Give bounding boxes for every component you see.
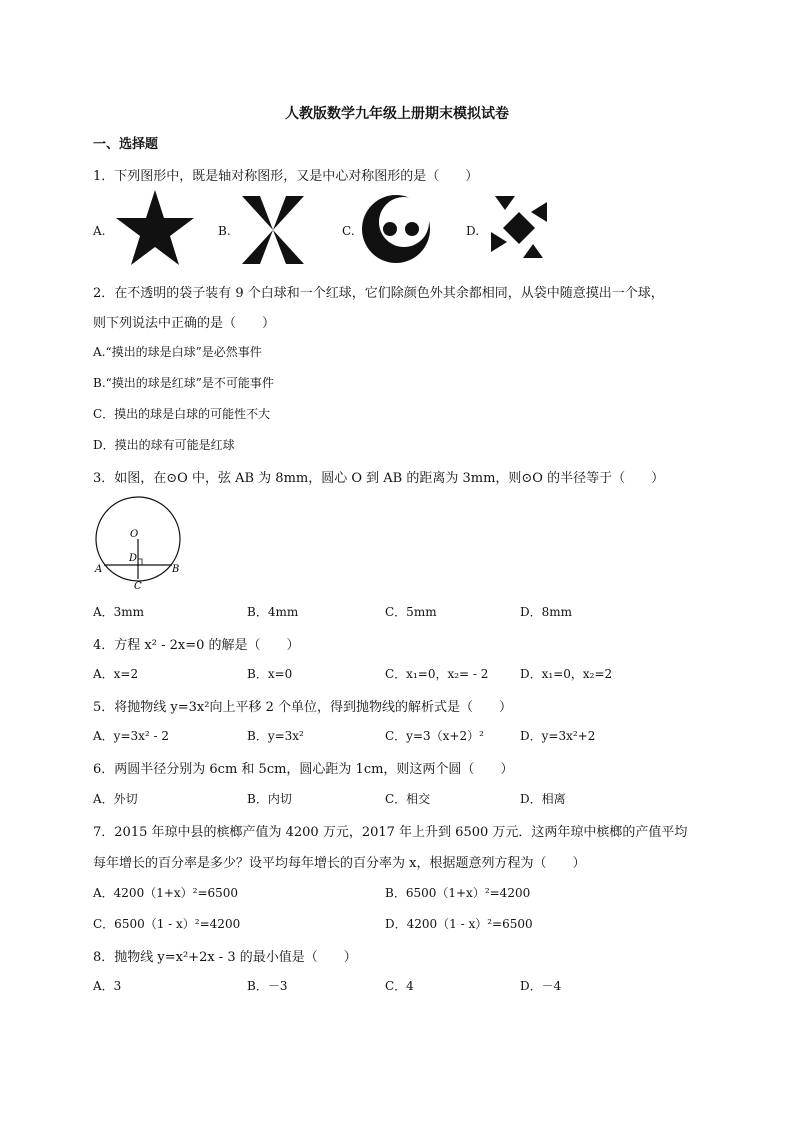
question-1-stem: 1．下列图形中，既是轴对称图形，又是中心对称图形的是（ ） <box>93 169 479 184</box>
question-7-stem-line2: 每年增长的百分率是多少？设平均每年增长的百分率为 x，根据题意列方程为（ ） <box>93 856 586 871</box>
q8-option-b: B．－3 <box>247 979 288 993</box>
q7-option-c: C．6500（1 - x）²=4200 <box>93 917 241 931</box>
question-2-stem-line1: 2．在不透明的袋子装有 9 个白球和一个红球，它们除颜色外其余都相同，从袋中随意摸出一个球， <box>93 286 664 301</box>
question-6-stem: 6．两圆半径分别为 6cm 和 5cm，圆心距为 1cm，则这两个圆（ ） <box>93 762 514 777</box>
q3-option-b: B．4mm <box>247 605 299 619</box>
question-5-stem: 5．将抛物线 y=3x²向上平移 2 个单位，得到抛物线的解析式是（ ） <box>93 700 512 715</box>
q6-option-d: D．相离 <box>520 792 566 806</box>
q8-option-d: D．－4 <box>520 979 562 993</box>
point-b-label: B <box>172 564 180 575</box>
point-c-label: C <box>134 581 142 592</box>
star-figure <box>112 188 198 272</box>
q6-option-b: B．内切 <box>247 792 292 806</box>
q4-option-b: B．x=0 <box>247 667 293 681</box>
circle-chord-figure <box>92 495 186 597</box>
q7-option-d: D．4200（1 - x）²=6500 <box>385 917 533 931</box>
q4-option-c: C．x₁=0，x₂= - 2 <box>385 667 489 681</box>
q5-option-b: B．y=3x² <box>247 729 304 743</box>
q8-option-a: A．3 <box>93 979 122 993</box>
point-o-label: O <box>130 529 139 540</box>
question-2-stem-line2: 则下列说法中正确的是（ ） <box>93 316 276 331</box>
q3-option-c: C．5mm <box>385 605 437 619</box>
q6-option-a: A．外切 <box>93 792 138 806</box>
section-heading-choice: 一、选择题 <box>93 137 159 152</box>
q7-option-b: B．6500（1+x）²=4200 <box>385 886 531 900</box>
q2-option-a: A.“摸出的球是白球”是必然事件 <box>93 345 262 359</box>
q1-option-c-label: C. <box>342 224 355 238</box>
page-title: 人教版数学九年级上册期末模拟试卷 <box>285 106 509 122</box>
q5-option-d: D．y=3x²+2 <box>520 729 596 743</box>
question-7-stem-line1: 7．2015 年琼中县的槟榔产值为 4200 万元，2017 年上升到 6500 万元．这两年琼中槟榔的产值平均 <box>93 825 688 840</box>
q2-option-c: C．摸出的球是白球的可能性不大 <box>93 407 271 421</box>
question-3-stem: 3．如图，在⊙O 中，弦 AB 为 8mm，圆心 O 到 AB 的距离为 3mm，则⊙O 的半径等于（ ） <box>93 471 665 486</box>
point-d-label: D <box>129 553 138 564</box>
q4-option-a: A．x=2 <box>93 667 139 681</box>
q1-option-a-label: A. <box>93 224 106 238</box>
q1-option-d-label: D. <box>466 224 480 238</box>
q5-option-c: C．y=3（x+2）² <box>385 729 484 743</box>
q2-option-b: B.“摸出的球是红球”是不可能事件 <box>93 376 274 390</box>
q5-option-a: A．y=3x² - 2 <box>93 729 170 743</box>
point-a-label: A <box>95 564 103 575</box>
q2-option-d: D．摸出的球有可能是红球 <box>93 438 235 452</box>
crescent-figure <box>360 194 432 268</box>
rotated-squares-figure <box>487 192 551 266</box>
q1-option-b-label: B. <box>218 224 231 238</box>
question-8-stem: 8．抛物线 y=x²+2x - 3 的最小值是（ ） <box>93 950 357 965</box>
q7-option-a: A．4200（1+x）²=6500 <box>93 886 239 900</box>
question-4-stem: 4．方程 x² - 2x=0 的解是（ ） <box>93 638 300 653</box>
q3-option-a: A．3mm <box>93 605 145 619</box>
q4-option-d: D．x₁=0，x₂=2 <box>520 667 613 681</box>
pinwheel-figure <box>236 194 310 270</box>
q3-option-d: D．8mm <box>520 605 573 619</box>
q8-option-c: C．4 <box>385 979 414 993</box>
q6-option-c: C．相交 <box>385 792 431 806</box>
